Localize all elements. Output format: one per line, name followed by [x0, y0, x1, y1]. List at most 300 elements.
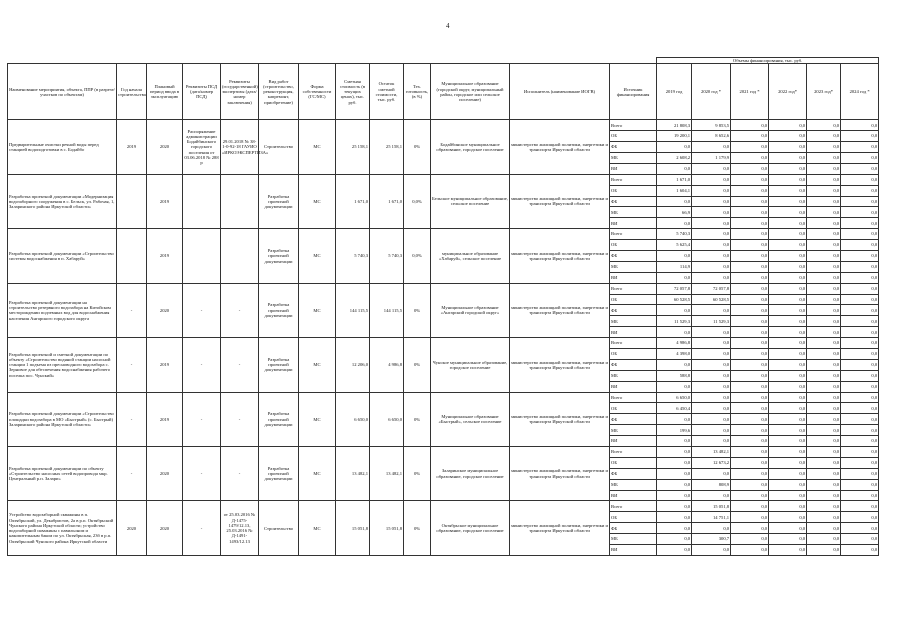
row-municipality: Бельское муниципальное образование, сельское поселение: [431, 174, 510, 228]
funding-value: 0,0: [657, 381, 692, 392]
funding-value: 66,9: [657, 207, 692, 218]
funding-value: 0,0: [731, 207, 769, 218]
funding-value: 0,0: [769, 163, 807, 174]
funding-value: 60 528,5: [657, 294, 692, 305]
funding-value: 0,0: [731, 512, 769, 523]
funding-value: 0,0: [769, 152, 807, 163]
funding-value: 0,0: [769, 185, 807, 196]
funding-value: 808,9: [692, 479, 731, 490]
col-header-psd: Реквизиты ПСД (дата/номер ПСД): [183, 64, 221, 120]
funding-value: 0,0: [657, 327, 692, 338]
funding-value: 0,0: [692, 142, 731, 153]
funding-value: 0,0: [731, 131, 769, 142]
funding-value: 1 671,0: [657, 174, 692, 185]
funding-value: 0,0: [807, 512, 841, 523]
row-start: -: [117, 338, 147, 392]
funding-value: 0,0: [841, 185, 879, 196]
row-ownership: МС: [299, 174, 336, 228]
funding-value: 0,0: [769, 294, 807, 305]
funding-value: 0,0: [657, 479, 692, 490]
funding-value: 0,0: [769, 229, 807, 240]
funding-source: Всего: [610, 120, 657, 131]
funding-value: 11 529,3: [657, 316, 692, 327]
funding-value: 0,0: [807, 240, 841, 251]
funding-source: ВИ: [610, 436, 657, 447]
funding-value: 0,0: [692, 272, 731, 283]
funding-value: 0,0: [692, 250, 731, 261]
funding-value: 0,0: [692, 392, 731, 403]
row-work-type: Строительство: [259, 501, 299, 555]
row-readiness: 0,0%: [404, 174, 431, 228]
table-row: [8, 120, 879, 131]
row-remaining: 144 115,5: [370, 283, 404, 337]
funding-source: ОБ: [610, 403, 657, 414]
funding-value: 0,0: [841, 392, 879, 403]
row-estimate: 1 671,0: [336, 174, 370, 228]
row-work-type: Разработка проектной документации: [259, 392, 299, 446]
page-number: 4: [446, 22, 450, 30]
row-remaining: 4 986,8: [370, 338, 404, 392]
funding-value: 0,0: [807, 479, 841, 490]
funding-value: 0,0: [657, 163, 692, 174]
funding-value: 0,0: [731, 359, 769, 370]
row-commission: 2020: [147, 447, 183, 501]
row-executor: министерство жилищной политики, энергетики и транспорта Иркутской области: [510, 120, 610, 174]
funding-value: 0,0: [841, 152, 879, 163]
funding-value: 0,0: [657, 218, 692, 229]
funding-value: 0,0: [657, 196, 692, 207]
funding-value: 0,0: [657, 142, 692, 153]
funding-source: ВИ: [610, 545, 657, 556]
col-header-municipality: Муниципальное образование (городской округ, муниципальный район, городское или сельское поселение): [431, 64, 510, 120]
funding-value: 0,0: [807, 523, 841, 534]
funding-value: 0,0: [807, 338, 841, 349]
funding-value: 0,0: [692, 436, 731, 447]
col-header-estimate: Сметная стоимость (в текущих ценах), тыс. руб.: [336, 64, 370, 120]
funding-value: 0,0: [807, 174, 841, 185]
funding-value: 0,0: [657, 512, 692, 523]
row-municipality: Муниципальное образование «Быстрый», сельское поселение: [431, 392, 510, 446]
row-municipality: Муниципальное образование «Ангарский городской округ»: [431, 283, 510, 337]
row-municipality: Октябрьское муниципальное образование, городское поселение: [431, 501, 510, 555]
funding-value: 12 673,2: [692, 457, 731, 468]
row-remaining: 15 051,8: [370, 501, 404, 555]
funding-value: 13 482,1: [692, 447, 731, 458]
funding-value: 0,0: [769, 381, 807, 392]
funding-value: 0,0: [769, 207, 807, 218]
funding-value: 0,0: [841, 229, 879, 240]
funding-source: МБ: [610, 425, 657, 436]
row-commission: 2020: [147, 501, 183, 555]
row-commission: 2020: [147, 120, 183, 174]
funding-value: 0,0: [769, 359, 807, 370]
funding-value: 0,0: [692, 425, 731, 436]
funding-value: 0,0: [807, 131, 841, 142]
table-row: [8, 174, 879, 185]
funding-value: 0,0: [692, 338, 731, 349]
row-work-type: Разработка проектной документации: [259, 229, 299, 283]
row-readiness: 0%: [404, 501, 431, 555]
funding-source: ВИ: [610, 218, 657, 229]
row-executor: министерство жилищной политики, энергетики и транспорта Иркутской области: [510, 501, 610, 555]
funding-value: 0,0: [807, 490, 841, 501]
funding-source: МБ: [610, 479, 657, 490]
funding-source: Всего: [610, 392, 657, 403]
funding-source: ФБ: [610, 142, 657, 153]
funding-value: 0,0: [731, 468, 769, 479]
funding-value: 0,0: [769, 479, 807, 490]
funding-value: 0,0: [807, 261, 841, 272]
funding-value: 0,0: [841, 348, 879, 359]
col-header-commission: Плановый период ввода в эксплуатацию: [147, 64, 183, 120]
row-start: -: [117, 447, 147, 501]
funding-source: МБ: [610, 261, 657, 272]
row-name: Разработка проектной документации «Модернизация водозаборного сооружения в с. Бельск, ул. Рабочая, 1, Заларинского района Иркутской области»: [8, 174, 117, 228]
funding-value: 0,0: [731, 272, 769, 283]
funding-value: 0,0: [731, 403, 769, 414]
funding-value: 0,0: [769, 403, 807, 414]
row-name: Разработка проектной документации «Строительство системы водоснабжения в п. Хабаруй»: [8, 229, 117, 283]
funding-value: 1 604,1: [657, 185, 692, 196]
funding-value: 0,0: [692, 163, 731, 174]
funding-value: 199,6: [657, 425, 692, 436]
funding-value: 0,0: [769, 392, 807, 403]
funding-value: 8 652,6: [692, 131, 731, 142]
table-row: [8, 447, 879, 458]
funding-value: 0,0: [807, 436, 841, 447]
funding-value: 0,0: [657, 545, 692, 556]
funding-value: 0,0: [769, 501, 807, 512]
funding-value: 0,0: [731, 523, 769, 534]
table-row: [8, 501, 879, 512]
funding-source: МБ: [610, 207, 657, 218]
row-executor: министерство жилищной политики, энергетики и транспорта Иркутской области: [510, 174, 610, 228]
funding-value: 5 740,3: [657, 229, 692, 240]
funding-value: 0,0: [692, 523, 731, 534]
funding-source: ВИ: [610, 163, 657, 174]
funding-value: 4 986,8: [657, 338, 692, 349]
funding-value: 0,0: [841, 381, 879, 392]
funding-value: 0,0: [807, 392, 841, 403]
table-row: [8, 283, 879, 294]
funding-value: 0,0: [692, 468, 731, 479]
funding-value: 0,0: [769, 283, 807, 294]
row-name: Устройство водозаборной скважины в п. Октябрьский, ул. Декабристов, 2а в р.п. Октябрьский Чунского района Иркутской области; устройство водозаборной скважины с павильоном и накопительным баком по ул. Октябрьская, 23б в р.п. Октябрьский Чунского района Иркутской области: [8, 501, 117, 555]
funding-source: ФБ: [610, 468, 657, 479]
col-header-ownership: Форма собственности (ГС/МС): [299, 64, 336, 120]
row-start: 2020: [117, 501, 147, 555]
funding-value: 0,0: [731, 229, 769, 240]
funding-source: ОБ: [610, 512, 657, 523]
row-estimate: 6 650,0: [336, 392, 370, 446]
col-header-expertise: Реквизиты (государственной) экспертизы (дата/номер заключения): [221, 64, 259, 120]
row-start: -: [117, 283, 147, 337]
row-start: 2019: [117, 120, 147, 174]
funding-source: ОБ: [610, 131, 657, 142]
funding-source: ВИ: [610, 327, 657, 338]
funding-value: 0,0: [731, 294, 769, 305]
row-psd: -: [183, 501, 221, 555]
funding-value: 6 450,4: [657, 403, 692, 414]
funding-value: 0,0: [769, 447, 807, 458]
funding-value: 0,0: [657, 414, 692, 425]
funding-value: 0,0: [841, 338, 879, 349]
funding-value: 0,0: [769, 512, 807, 523]
row-psd: [183, 174, 221, 228]
funding-value: 0,0: [807, 120, 841, 131]
funding-value: 0,0: [807, 381, 841, 392]
funding-value: 0,0: [657, 250, 692, 261]
funding-value: 0,0: [731, 425, 769, 436]
funding-value: 0,0: [841, 457, 879, 468]
funding-value: 21 808,3: [657, 120, 692, 131]
funding-value: 0,0: [807, 457, 841, 468]
funding-value: 0,0: [841, 120, 879, 131]
row-estimate: 13 482,1: [336, 447, 370, 501]
funding-value: 0,0: [841, 174, 879, 185]
row-executor: министерство жилищной политики, энергетики и транспорта Иркутской области: [510, 283, 610, 337]
funding-value: 0,0: [731, 348, 769, 359]
funding-value: 0,0: [807, 403, 841, 414]
funding-value: 0,0: [841, 305, 879, 316]
funding-value: 0,0: [841, 283, 879, 294]
row-commission: 2019: [147, 392, 183, 446]
funding-source: ВИ: [610, 381, 657, 392]
funding-source: ВИ: [610, 272, 657, 283]
row-estimate: 25 158,1: [336, 120, 370, 174]
funding-source: ФБ: [610, 305, 657, 316]
col-header-readiness: Тех. готовность, (в %): [404, 64, 431, 120]
funding-value: 0,0: [692, 490, 731, 501]
funding-value: 0,0: [769, 348, 807, 359]
row-name: Разработка проектной документации по объекту «Строительство насосных сетей водопровода мкр. Центральный р.п. Залари»: [8, 447, 117, 501]
row-remaining: 1 671,0: [370, 174, 404, 228]
funding-value: 0,0: [807, 370, 841, 381]
funding-source: Всего: [610, 174, 657, 185]
row-work-type: Разработка проектной документации: [259, 338, 299, 392]
funding-value: 0,0: [841, 414, 879, 425]
funding-value: 0,0: [769, 142, 807, 153]
funding-value: 0,0: [841, 501, 879, 512]
funding-value: 0,0: [807, 294, 841, 305]
funding-value: 9 853,5: [692, 120, 731, 131]
funding-value: 0,0: [807, 468, 841, 479]
funding-value: 0,0: [731, 283, 769, 294]
row-expertise: -: [221, 447, 259, 501]
funding-value: 0,0: [731, 152, 769, 163]
funding-source: ОБ: [610, 348, 657, 359]
funding-value: 0,0: [731, 370, 769, 381]
funding-value: 300,7: [692, 534, 731, 545]
table-body: [8, 120, 879, 556]
funding-value: 0,0: [731, 185, 769, 196]
funding-value: 0,0: [692, 381, 731, 392]
funding-value: 0,0: [731, 414, 769, 425]
col-header-work-type: Вид работ (строительство, реконструкция, капремонт, приобретение): [259, 64, 299, 120]
funding-value: 1 179,9: [692, 152, 731, 163]
row-commission: 2019: [147, 229, 183, 283]
funding-value: 0,0: [769, 370, 807, 381]
funding-value: 0,0: [769, 174, 807, 185]
funding-value: 0,0: [769, 316, 807, 327]
funding-source: МБ: [610, 152, 657, 163]
row-municipality: Чунское муниципальное образование, городское поселение: [431, 338, 510, 392]
row-work-type: Строительство: [259, 120, 299, 174]
funding-value: 0,0: [769, 196, 807, 207]
funding-value: 0,0: [807, 348, 841, 359]
row-expertise: от 25.03.2016 № Д-1475-1479/12.13, 25.03.2016 № Д-1491-1493/12.13: [221, 501, 259, 555]
funding-value: 0,0: [692, 327, 731, 338]
row-start: -: [117, 392, 147, 446]
row-psd: [183, 229, 221, 283]
funding-value: 0,0: [692, 359, 731, 370]
funding-value: 0,0: [841, 425, 879, 436]
funding-value: 588,8: [657, 370, 692, 381]
funding-value: 15 051,8: [692, 501, 731, 512]
funding-value: 0,0: [841, 294, 879, 305]
table-row: [8, 392, 879, 403]
funding-value: 0,0: [841, 370, 879, 381]
funding-value: 0,0: [807, 305, 841, 316]
funding-value: 0,0: [841, 131, 879, 142]
row-municipality: Бодайбинское муниципальное образование, городское поселение: [431, 120, 510, 174]
funding-value: 0,0: [731, 240, 769, 251]
row-psd: -: [183, 283, 221, 337]
funding-value: 0,0: [807, 229, 841, 240]
row-readiness: 0%: [404, 392, 431, 446]
funding-value: 0,0: [769, 457, 807, 468]
funding-source: ОБ: [610, 457, 657, 468]
funding-value: 0,0: [807, 425, 841, 436]
funding-value: 0,0: [769, 534, 807, 545]
table-row: [8, 229, 879, 240]
funding-value: 0,0: [769, 305, 807, 316]
row-municipality: муниципальное образование «Хабаруй», сельское поселение: [431, 229, 510, 283]
funding-value: 0,0: [841, 316, 879, 327]
funding-source: Всего: [610, 338, 657, 349]
funding-source: ВИ: [610, 490, 657, 501]
funding-value: 0,0: [807, 250, 841, 261]
funding-value: 0,0: [731, 436, 769, 447]
row-expertise: 29.01.2018 № 38-1-0-92-18 ГАУИО «ИРКОЭКСПЕРТИЗА»: [221, 120, 259, 174]
row-expertise: [221, 174, 259, 228]
row-estimate: 12 206,0: [336, 338, 370, 392]
funding-value: 0,0: [841, 403, 879, 414]
funding-source: ФБ: [610, 196, 657, 207]
funding-source: МБ: [610, 370, 657, 381]
funding-value: 0,0: [769, 523, 807, 534]
funding-value: 0,0: [769, 338, 807, 349]
funding-value: 0,0: [692, 305, 731, 316]
funding-value: 0,0: [841, 479, 879, 490]
row-executor: министерство жилищной политики, энергетики и транспорта Иркутской области: [510, 229, 610, 283]
row-work-type: Разработка проектной документации: [259, 447, 299, 501]
funding-value: 0,0: [657, 523, 692, 534]
funding-source: МБ: [610, 316, 657, 327]
row-expertise: -: [221, 338, 259, 392]
row-estimate: 5 740,3: [336, 229, 370, 283]
funding-value: 0,0: [769, 261, 807, 272]
funding-value: 0,0: [807, 142, 841, 153]
funding-value: 0,0: [841, 327, 879, 338]
funding-value: 0,0: [769, 414, 807, 425]
funding-source: ФБ: [610, 523, 657, 534]
funding-value: 0,0: [807, 359, 841, 370]
row-ownership: МС: [299, 120, 336, 174]
funding-value: 6 650,0: [657, 392, 692, 403]
funding-source: Всего: [610, 229, 657, 240]
row-remaining: 25 158,1: [370, 120, 404, 174]
funding-value: 0,0: [731, 338, 769, 349]
funding-value: 0,0: [731, 316, 769, 327]
funding-value: 0,0: [731, 305, 769, 316]
row-name: Предварительные очистки речной воды перед станцией водоподготовки в с. Бодайбо: [8, 120, 117, 174]
investment-program-table: [7, 57, 879, 556]
funding-value: 0,0: [692, 196, 731, 207]
funding-value: 0,0: [841, 240, 879, 251]
funding-value: 0,0: [807, 207, 841, 218]
row-readiness: 0%: [404, 283, 431, 337]
funding-value: 0,0: [731, 218, 769, 229]
funding-value: 0,0: [841, 142, 879, 153]
funding-value: 0,0: [807, 152, 841, 163]
funding-value: 0,0: [769, 436, 807, 447]
col-header-name: Наименование мероприятия, объекта, ППР (в разрезе/участков по объектам): [8, 64, 117, 120]
funding-value: 0,0: [731, 447, 769, 458]
row-ownership: МС: [299, 392, 336, 446]
funding-value: 0,0: [841, 534, 879, 545]
row-commission: 2020: [147, 283, 183, 337]
funding-value: 0,0: [841, 261, 879, 272]
row-readiness: 0,0%: [404, 229, 431, 283]
funding-value: 114,9: [657, 261, 692, 272]
funding-source: ОБ: [610, 294, 657, 305]
funding-value: 0,0: [731, 534, 769, 545]
funding-value: 0,0: [807, 327, 841, 338]
row-ownership: МС: [299, 501, 336, 555]
row-psd: -: [183, 447, 221, 501]
funding-value: 0,0: [657, 447, 692, 458]
row-remaining: 6 650,0: [370, 392, 404, 446]
funding-source: Всего: [610, 447, 657, 458]
funding-value: 0,0: [657, 490, 692, 501]
funding-value: 0,0: [692, 348, 731, 359]
funding-value: 0,0: [731, 196, 769, 207]
funding-value: 0,0: [841, 490, 879, 501]
funding-value: 0,0: [769, 250, 807, 261]
funding-value: 0,0: [807, 545, 841, 556]
funding-value: 0,0: [841, 447, 879, 458]
funding-value: 0,0: [807, 447, 841, 458]
row-ownership: МС: [299, 229, 336, 283]
row-remaining: 13 482,1: [370, 447, 404, 501]
funding-value: 0,0: [769, 545, 807, 556]
col-header-remaining: Остаток сметной стоимости, тыс. руб.: [370, 64, 404, 120]
row-name: Разработка проектной документации на строительство резервного водозабора на Китойском месторождении подземных вод для водоснабжения населения Ангарского городского округа: [8, 283, 117, 337]
funding-value: 0,0: [731, 261, 769, 272]
funding-value: 0,0: [692, 240, 731, 251]
funding-value: 0,0: [731, 490, 769, 501]
funding-source: ОБ: [610, 185, 657, 196]
funding-value: 0,0: [769, 490, 807, 501]
funding-value: 0,0: [841, 512, 879, 523]
funding-value: 0,0: [731, 250, 769, 261]
funding-value: 0,0: [807, 414, 841, 425]
funding-value: 2 608,2: [657, 152, 692, 163]
funding-value: 0,0: [657, 272, 692, 283]
col-header-2021: 2021 год *: [731, 64, 769, 120]
col-header-2024: 2024 год *: [841, 64, 879, 120]
